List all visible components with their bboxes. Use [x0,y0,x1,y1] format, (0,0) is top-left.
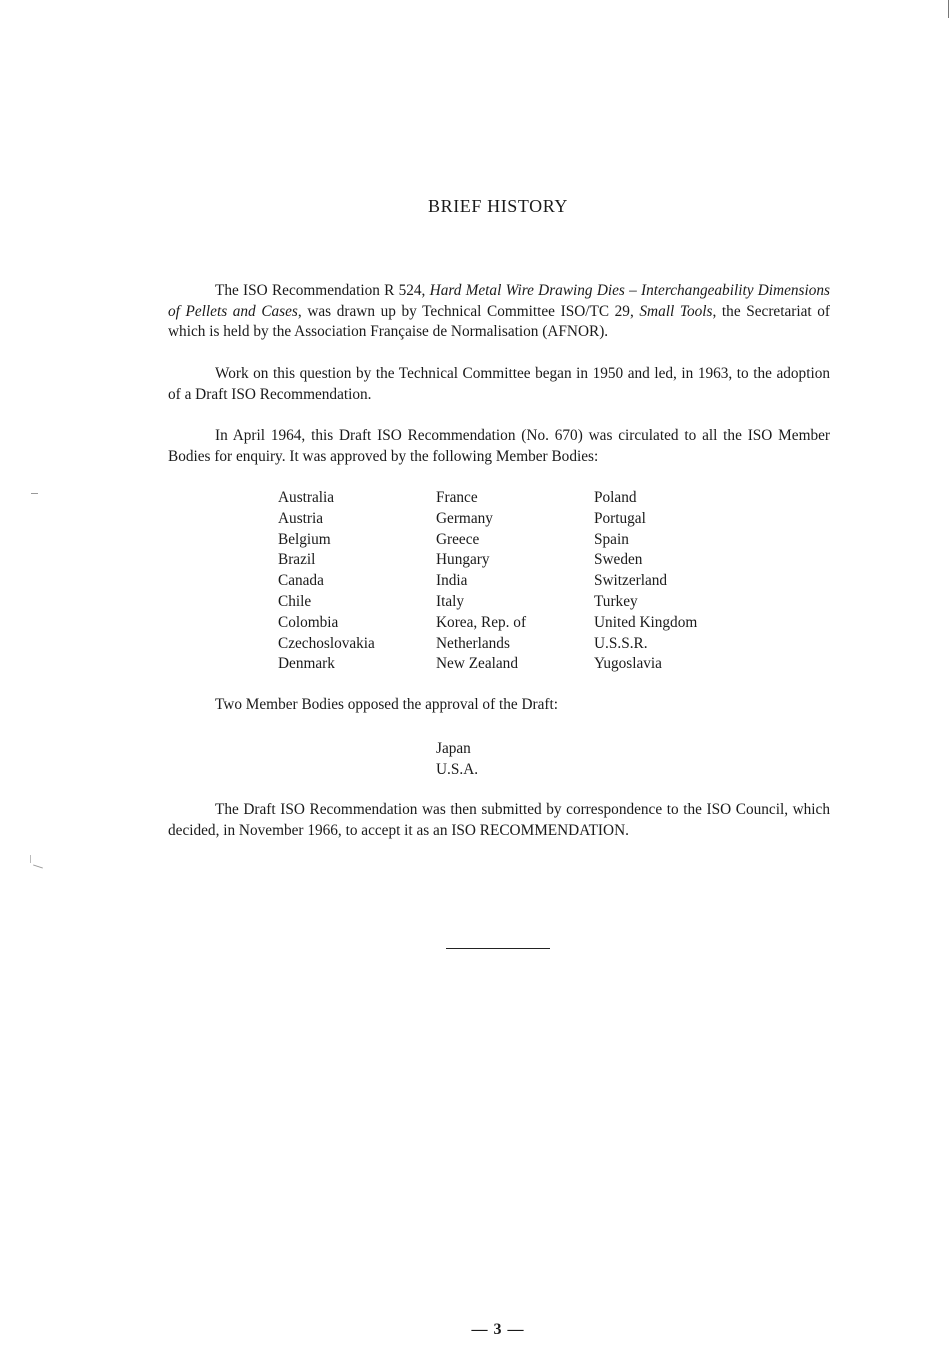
member-country: Spain [594,530,629,548]
paragraph-intro [168,281,830,343]
recommendation-title: Hard Metal Wire Drawing Dies – Interchangeability Dimensions of Pellets and Cases [168,282,830,320]
page-number: — 3 — [471,1321,525,1338]
member-country: Chile [278,592,312,610]
paragraph-acceptance-text: The Draft ISO Recommendation was then submitted by correspondence to the ISO Council, which decided, in November 1966, to accept it as an ISO RECOMMENDATION. [168,801,830,839]
member-country: Brazil [278,551,316,569]
member-country: Italy [436,592,465,610]
opposing-members-list [436,738,478,780]
scan-edge-mark [948,0,949,18]
page-title: BRIEF HISTORY [428,196,568,216]
paragraph-circulation [168,426,830,467]
intro-text-end: , the Secretariat of which is held by the Association Française de Normalisation (AFNOR). [168,302,830,341]
member-country: Czechoslovakia [278,634,375,652]
member-country: Switzerland [594,572,668,590]
member-country: New Zealand [436,655,518,673]
scan-speck [31,493,38,494]
member-country: Denmark [278,655,335,673]
member-country: India [436,572,468,590]
member-country: Korea, Rep. of [436,613,527,631]
member-country: Australia [278,489,335,506]
member-country: Netherlands [436,634,510,652]
members-column-3 [594,488,697,675]
intro-text-start: The ISO Recommendation R 524, [215,282,430,299]
member-country: Poland [594,489,637,506]
section-divider [446,948,550,949]
member-country: Greece [436,530,480,548]
member-country: Turkey [594,592,638,610]
member-country: Canada [278,572,324,590]
paragraph-work-text: Work on this question by the Technical Committee began in 1950 and led, in 1963, to the adoption of a Draft ISO Recommendation. [168,365,830,403]
opposed-intro: Two Member Bodies opposed the approval of the Draft: [215,696,559,713]
paragraph-circulation-text: In April 1964, this Draft ISO Recommendation (No. 670) was circulated to all the ISO Member Bodies for enquiry. It was approved by the following Member Bodies: [168,427,830,465]
scan-speck [33,864,43,868]
opposing-country: Japan [436,740,471,757]
member-country: Austria [278,509,324,527]
member-country: Colombia [278,613,339,631]
scan-speck [30,855,31,863]
member-country: Yugoslavia [594,655,662,673]
members-column-2 [436,488,526,675]
opposing-country: U.S.A. [436,761,479,778]
member-country: U.S.S.R. [594,634,648,652]
member-country: Belgium [278,530,331,548]
members-column-1 [278,488,375,675]
member-country: Portugal [594,509,646,527]
member-country: Germany [436,509,493,527]
member-country: Sweden [594,551,643,569]
member-country: France [436,489,478,506]
paragraph-work [168,364,830,405]
intro-text-middle: , was drawn up by Technical Committee ISO/TC 29, [297,302,640,320]
member-country: United Kingdom [594,613,698,631]
member-country: Hungary [436,551,490,569]
paragraph-acceptance [168,800,830,841]
committee-name: Small Tools [639,302,713,320]
